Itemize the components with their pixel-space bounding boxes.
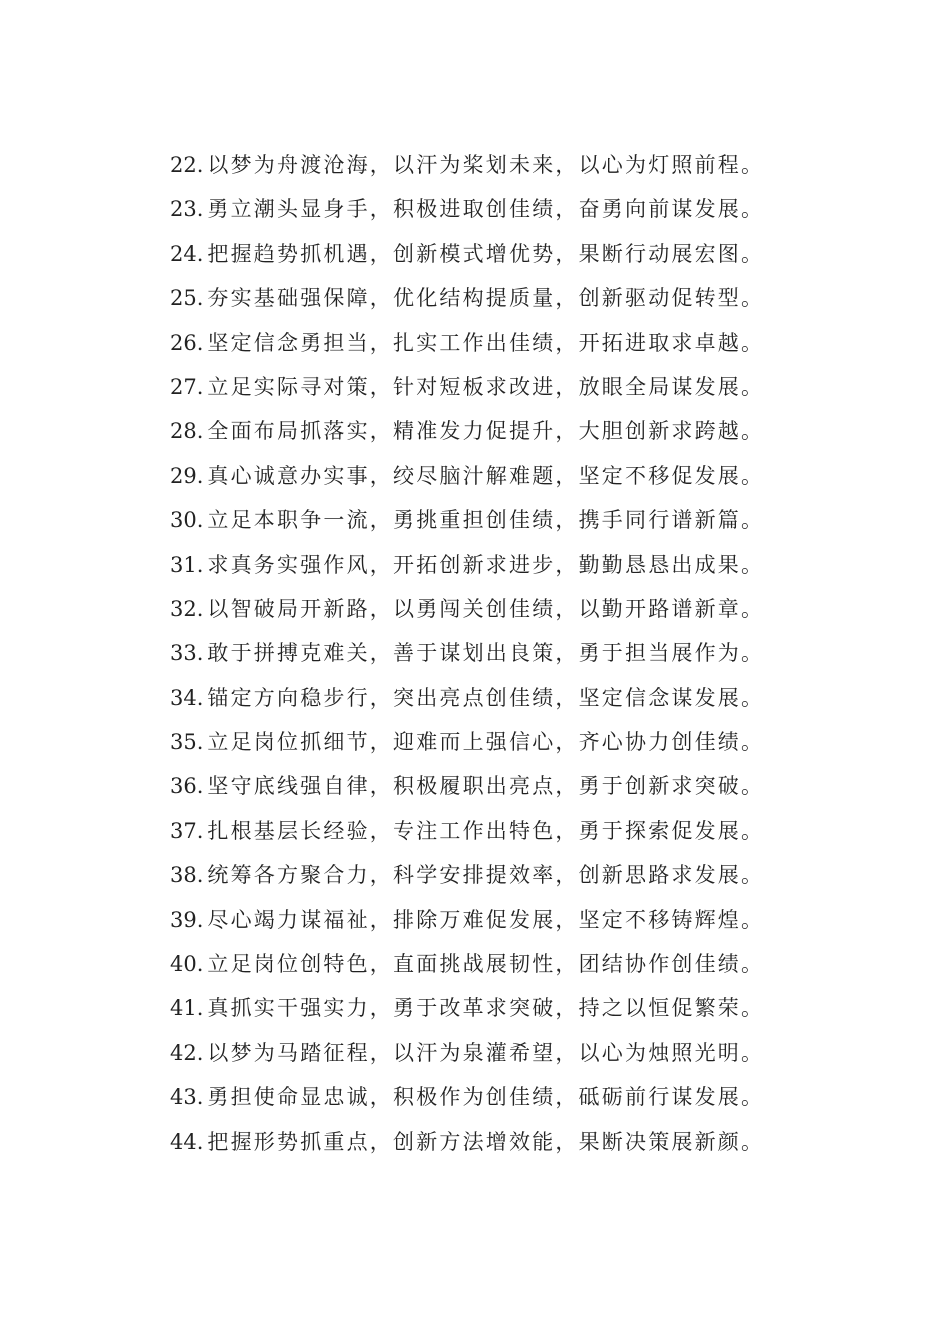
item-number: 41. <box>170 996 204 1021</box>
item-number: 36. <box>170 774 204 799</box>
item-text: 以梦为舟渡沧海，以汗为桨划未来，以心为灯照前程。 <box>207 153 765 177</box>
list-item <box>170 454 830 498</box>
list-item <box>170 853 830 897</box>
list-item <box>170 1031 830 1075</box>
list-item <box>170 409 830 453</box>
item-number: 35. <box>170 730 204 755</box>
slogan-list <box>170 143 830 1164</box>
item-number: 26. <box>170 330 204 355</box>
item-number: 39. <box>170 907 204 932</box>
item-number: 44. <box>170 1129 204 1154</box>
list-item <box>170 543 830 587</box>
list-item <box>170 986 830 1030</box>
list-item <box>170 1120 830 1164</box>
item-number: 38. <box>170 863 204 888</box>
list-item <box>170 720 830 764</box>
item-text: 勇立潮头显身手，积极进取创佳绩，奋勇向前谋发展。 <box>207 197 765 222</box>
item-text: 真抓实干强实力，勇于改革求突破，持之以恒促繁荣。 <box>207 996 765 1021</box>
item-text: 立足岗位抓细节，迎难而上强信心，齐心协力创佳绩。 <box>207 730 765 755</box>
list-item <box>170 276 830 320</box>
item-text: 统筹各方聚合力，科学安排提效率，创新思路求发展。 <box>207 863 765 888</box>
item-text: 扎根基层长经验，专注工作出特色，勇于探索促发展。 <box>207 818 765 843</box>
item-text: 敢于拼搏克难关，善于谋划出良策，勇于担当展作为。 <box>207 641 765 666</box>
item-text: 把握趋势抓机遇，创新模式增优势，果断行动展宏图。 <box>207 241 765 266</box>
list-item <box>170 587 830 631</box>
item-number: 23. <box>170 197 204 222</box>
item-text: 以梦为马踏征程，以汗为泉灌希望，以心为烛照光明。 <box>207 1040 765 1065</box>
item-number: 28. <box>170 419 204 444</box>
item-number: 40. <box>170 952 204 977</box>
item-number: 29. <box>170 463 204 488</box>
list-item <box>170 942 830 986</box>
list-item <box>170 187 830 231</box>
item-text: 把握形势抓重点，创新方法增效能，果断决策展新颜。 <box>207 1129 765 1154</box>
item-text: 以智破局开新路，以勇闯关创佳绩，以勤开路谱新章。 <box>207 596 765 621</box>
item-number: 27. <box>170 374 204 399</box>
item-text: 锚定方向稳步行，突出亮点创佳绩，坚定信念谋发展。 <box>207 685 765 710</box>
item-text: 全面布局抓落实，精准发力促提升，大胆创新求跨越。 <box>207 419 765 444</box>
item-number: 42. <box>170 1040 204 1065</box>
list-item <box>170 764 830 808</box>
item-number: 31. <box>170 552 204 577</box>
item-number: 24. <box>170 241 204 266</box>
list-item <box>170 498 830 542</box>
list-item <box>170 809 830 853</box>
list-item <box>170 676 830 720</box>
item-text: 尽心竭力谋福祉，排除万难促发展，坚定不移铸辉煌。 <box>207 907 765 932</box>
list-item <box>170 143 830 187</box>
item-number: 32. <box>170 596 204 621</box>
list-item <box>170 321 830 365</box>
item-number: 22. <box>170 153 204 177</box>
item-text: 求真务实强作风，开拓创新求进步，勤勤恳恳出成果。 <box>207 552 765 577</box>
item-number: 37. <box>170 818 204 843</box>
item-text: 夯实基础强保障，优化结构提质量，创新驱动促转型。 <box>207 286 765 311</box>
list-item <box>170 365 830 409</box>
item-text: 真心诚意办实事，绞尽脑汁解难题，坚定不移促发展。 <box>207 463 765 488</box>
item-number: 25. <box>170 286 204 311</box>
item-number: 43. <box>170 1085 204 1110</box>
item-text: 勇担使命显忠诚，积极作为创佳绩，砥砺前行谋发展。 <box>207 1085 765 1110</box>
item-number: 30. <box>170 508 204 533</box>
list-item <box>170 898 830 942</box>
item-text: 坚守底线强自律，积极履职出亮点，勇于创新求突破。 <box>207 774 765 799</box>
item-text: 坚定信念勇担当，扎实工作出佳绩，开拓进取求卓越。 <box>207 330 765 355</box>
item-number: 34. <box>170 685 204 710</box>
item-text: 立足本职争一流，勇挑重担创佳绩，携手同行谱新篇。 <box>207 508 765 533</box>
item-text: 立足岗位创特色，直面挑战展韧性，团结协作创佳绩。 <box>207 952 765 977</box>
list-item <box>170 232 830 276</box>
list-item <box>170 1075 830 1119</box>
list-item <box>170 631 830 675</box>
item-text: 立足实际寻对策，针对短板求改进，放眼全局谋发展。 <box>207 374 765 399</box>
item-number: 33. <box>170 641 204 666</box>
